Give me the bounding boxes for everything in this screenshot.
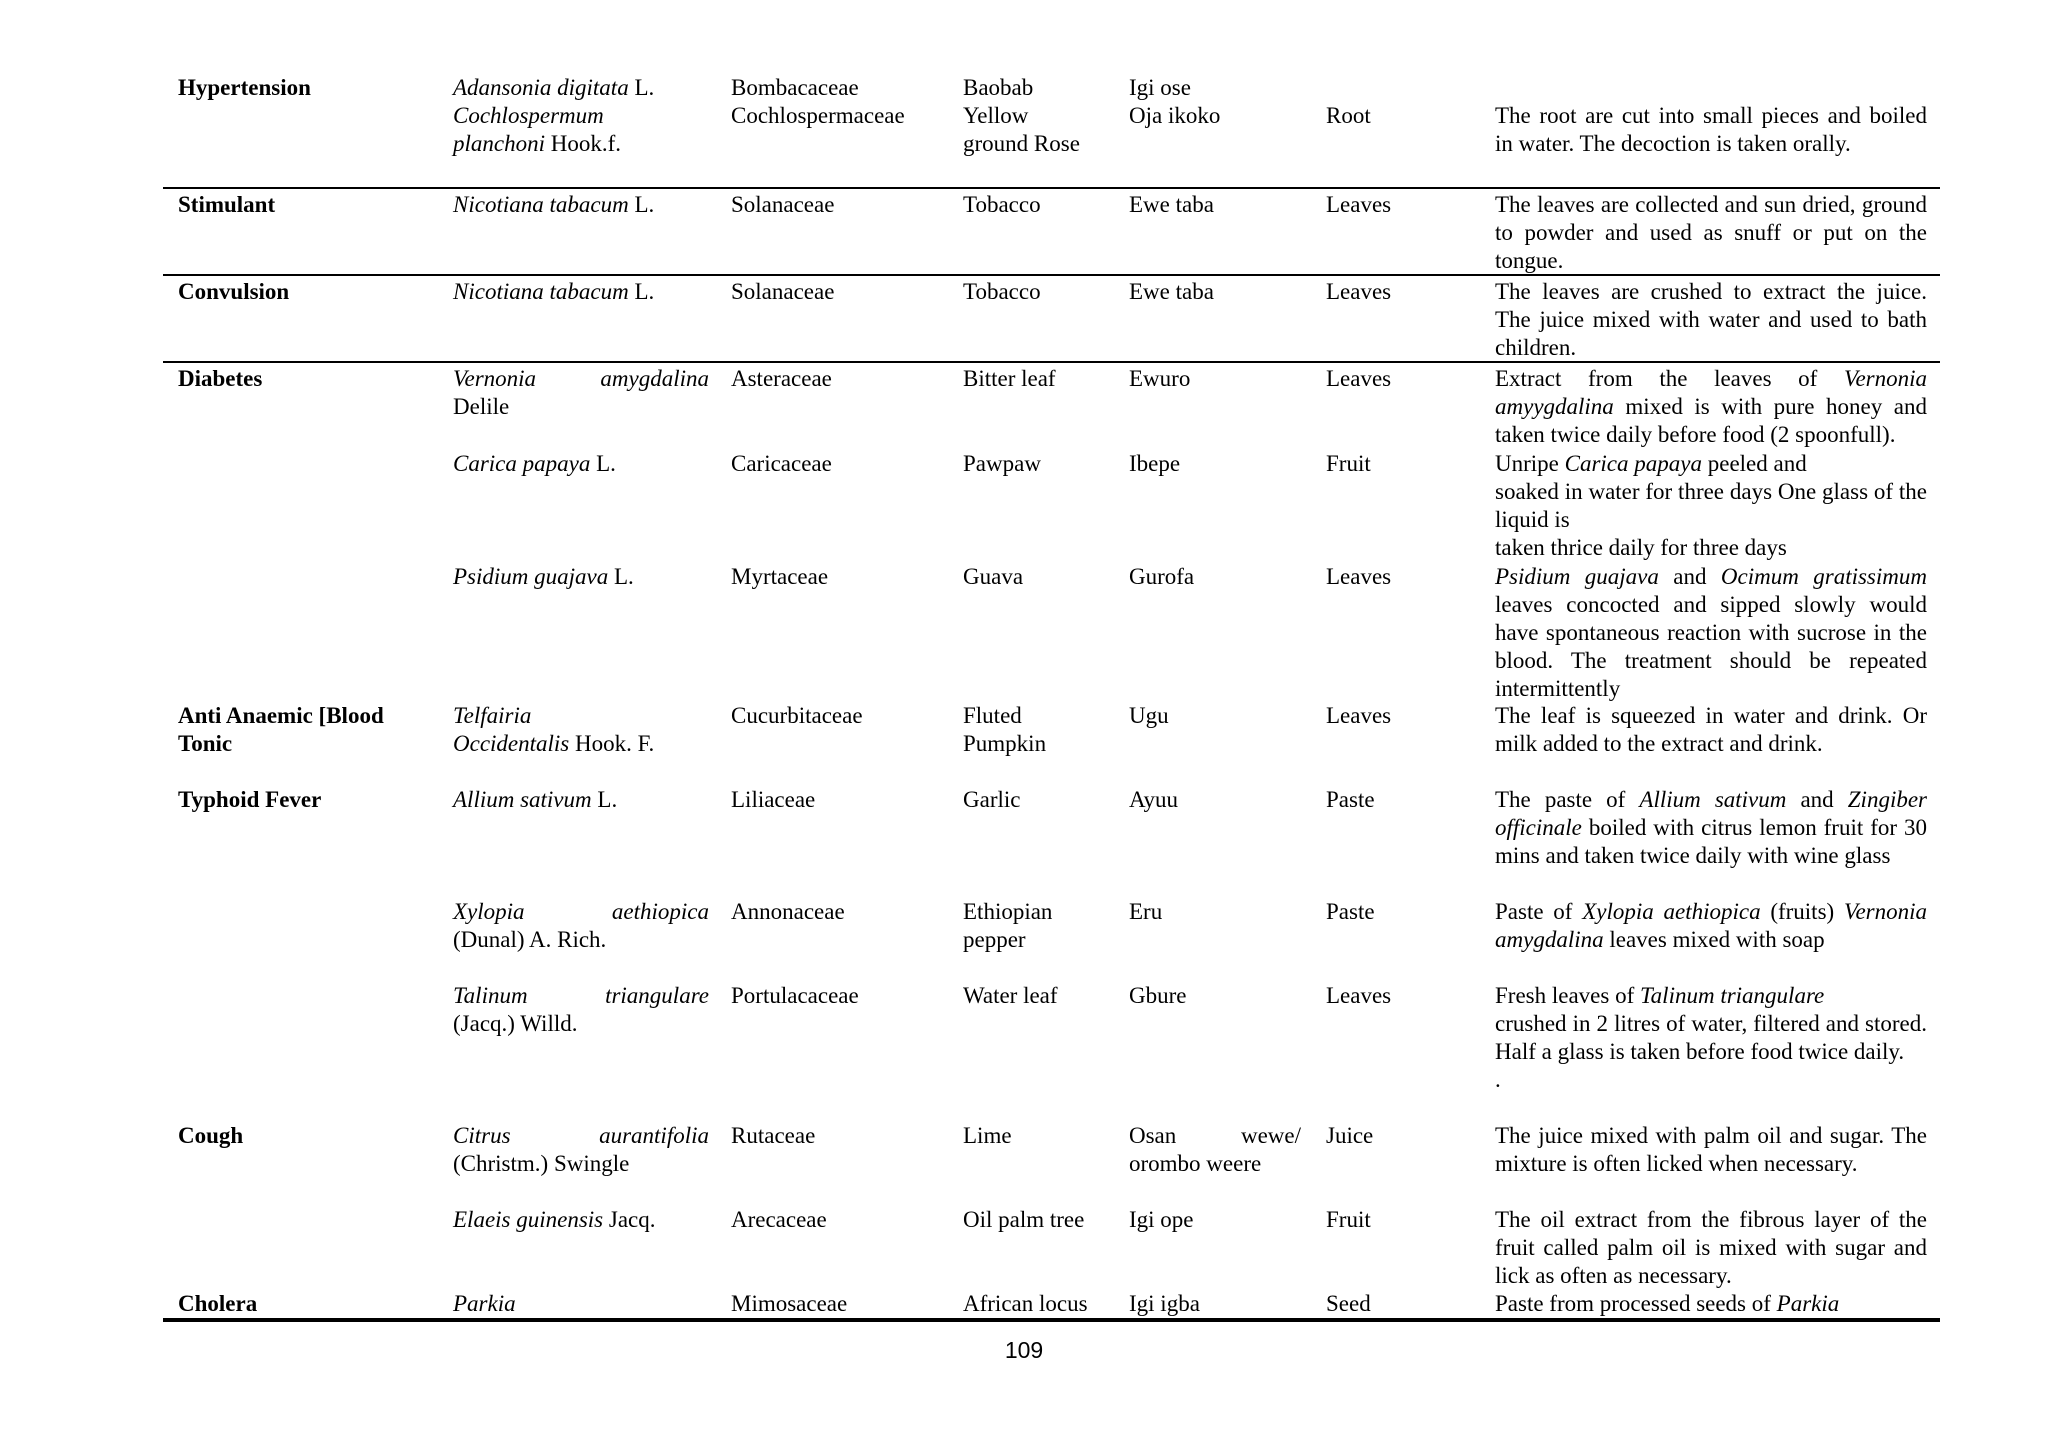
table-bottom-rule: [163, 1318, 1940, 1322]
method-cell: Extract from the leaves of Vernonia amyygdalina mixed is with pure honey and taken twice daily before food (2 spoonfull).: [1495, 366, 1927, 447]
disease-cell: Cholera: [178, 1291, 258, 1316]
part-used-cell: Fruit: [1326, 451, 1371, 476]
family-cell: Myrtaceae: [731, 564, 829, 589]
part-used-cell: Leaves: [1326, 366, 1392, 391]
family-cell: Asteraceae: [731, 366, 832, 391]
method-cell: Unripe Carica papaya peeled and soaked in water for three days One glass of the liquid is taken thrice daily for three days: [1495, 451, 1927, 560]
page-number: 109: [1004, 1337, 1044, 1363]
part-used-cell: Leaves: [1326, 703, 1392, 728]
local-name-cell: Gurofa: [1129, 564, 1195, 589]
common-name-cell: Pawpaw: [963, 451, 1041, 476]
local-name-cell: Ugu: [1129, 703, 1169, 728]
family-cell: Cucurbitaceae: [731, 703, 863, 728]
scientific-name-cell: Talinum triangulare (Jacq.) Willd.: [453, 983, 709, 1036]
local-name-cell: Ewuro: [1129, 366, 1191, 391]
common-name-cell: Tobacco: [963, 279, 1041, 304]
disease-cell: Typhoid Fever: [178, 787, 322, 812]
family-cell: Annonaceae: [731, 899, 845, 924]
scientific-name-cell: Nicotiana tabacum L.: [453, 279, 655, 304]
family-cell: Rutaceae: [731, 1123, 816, 1148]
method-cell: The juice mixed with palm oil and sugar. The mixture is often licked when necessary.: [1495, 1123, 1927, 1176]
common-name-cell: Fluted Pumpkin: [963, 703, 1047, 756]
method-cell: Fresh leaves of Talinum triangulare crushed in 2 litres of water, filtered and stored. Half a glass is taken before food twice daily. .: [1495, 983, 1927, 1092]
scientific-name-cell: Nicotiana tabacum L.: [453, 192, 655, 217]
local-name-cell: Gbure: [1129, 983, 1187, 1008]
scientific-name-cell: Parkia: [453, 1291, 516, 1316]
disease-cell: Stimulant: [178, 192, 276, 217]
family-cell: Caricaceae: [731, 451, 832, 476]
method-cell: The oil extract from the fibrous layer of the fruit called palm oil is mixed with sugar and lick as often as necessary.: [1495, 1207, 1927, 1288]
family-cell: Liliaceae: [731, 787, 816, 812]
part-used-cell: Paste: [1326, 899, 1375, 924]
method-cell: Psidium guajava and Ocimum gratissimum leaves concocted and sipped slowly would have spontaneous reaction with sucrose in the blood. The treatment should be repeated intermittently: [1495, 564, 1927, 701]
common-name-cell: Oil palm tree: [963, 1207, 1085, 1232]
local-name-cell: Ewe taba: [1129, 279, 1214, 304]
part-used-cell: Leaves: [1326, 983, 1392, 1008]
local-name-cell: Ewe taba: [1129, 192, 1214, 217]
part-used-cell: Leaves: [1326, 279, 1392, 304]
part-used-cell: Leaves: [1326, 564, 1392, 589]
scientific-name-cell: Adansonia digitata L. Cochlospermum planchoni Hook.f.: [453, 75, 655, 156]
method-cell: Paste from processed seeds of Parkia: [1495, 1291, 1840, 1316]
common-name-cell: Ethiopian pepper: [963, 899, 1053, 952]
family-cell: Portulacaceae: [731, 983, 859, 1008]
common-name-cell: Guava: [963, 564, 1024, 589]
local-name-cell: Osan wewe/ orombo weere: [1129, 1123, 1301, 1176]
common-name-cell: Water leaf: [963, 983, 1058, 1008]
family-cell: Solanaceae: [731, 192, 835, 217]
common-name-cell: Bitter leaf: [963, 366, 1056, 391]
common-name-cell: Garlic: [963, 787, 1021, 812]
family-cell: Mimosaceae: [731, 1291, 848, 1316]
disease-cell: Diabetes: [178, 366, 263, 391]
scientific-name-cell: Xylopia aethiopica (Dunal) A. Rich.: [453, 899, 709, 952]
family-cell: Solanaceae: [731, 279, 835, 304]
table-row-diabetes: [163, 361, 1940, 701]
local-name-cell: Igi ope: [1129, 1207, 1194, 1232]
local-name-cell: Igi igba: [1129, 1291, 1200, 1316]
method-cell: The paste of Allium sativum and Zingiber officinale boiled with citrus lemon fruit for 30 mins and taken twice daily with wine glass: [1495, 787, 1927, 868]
method-cell: The root are cut into small pieces and boiled in water. The decoction is taken orally.: [1495, 103, 1927, 156]
part-used-cell: Seed: [1326, 1291, 1371, 1316]
part-used-cell: Fruit: [1326, 1207, 1371, 1232]
family-cell: Bombacaceae Cochlospermaceae: [731, 75, 905, 128]
common-name-cell: African locus: [963, 1291, 1088, 1316]
method-cell: The leaves are collected and sun dried, ground to powder and used as snuff or put on the tongue.: [1495, 192, 1927, 273]
method-cell: Paste of Xylopia aethiopica (fruits) Vernonia amygdalina leaves mixed with soap: [1495, 899, 1927, 952]
part-used-cell: Juice: [1326, 1123, 1374, 1148]
common-name-cell: Tobacco: [963, 192, 1041, 217]
common-name-cell: Lime: [963, 1123, 1012, 1148]
part-used-cell: Root: [1326, 103, 1371, 128]
local-name-cell: Eru: [1129, 899, 1163, 924]
scientific-name-cell: Vernonia amygdalina Delile: [453, 366, 709, 419]
local-name-cell: Igi ose Oja ikoko: [1129, 75, 1221, 128]
scientific-name-cell: Telfairia Occidentalis Hook. F.: [453, 703, 655, 756]
method-cell: The leaf is squeezed in water and drink. Or milk added to the extract and drink.: [1495, 703, 1927, 756]
family-cell: Arecaceae: [731, 1207, 827, 1232]
table-row-convulsion: [163, 274, 1940, 360]
part-used-cell: Paste: [1326, 787, 1375, 812]
scientific-name-cell: Elaeis guinensis Jacq.: [453, 1207, 656, 1232]
part-used-cell: Leaves: [1326, 192, 1392, 217]
disease-cell: Convulsion: [178, 279, 290, 304]
local-name-cell: Ibepe: [1129, 451, 1181, 476]
disease-cell: Anti Anaemic [Blood Tonic: [178, 703, 384, 756]
common-name-cell: Baobab Yellow ground Rose: [963, 75, 1080, 156]
table-row-stimulant: [163, 187, 1940, 273]
scientific-name-cell: Carica papaya L.: [453, 451, 616, 476]
scientific-name-cell: Allium sativum L.: [453, 787, 618, 812]
disease-cell: Hypertension: [178, 75, 311, 100]
disease-cell: Cough: [178, 1123, 244, 1148]
scientific-name-cell: Psidium guajava L.: [453, 564, 634, 589]
scientific-name-cell: Citrus aurantifolia (Christm.) Swingle: [453, 1123, 709, 1176]
local-name-cell: Ayuu: [1129, 787, 1178, 812]
method-cell: The leaves are crushed to extract the juice. The juice mixed with water and used to bath children.: [1495, 279, 1927, 360]
